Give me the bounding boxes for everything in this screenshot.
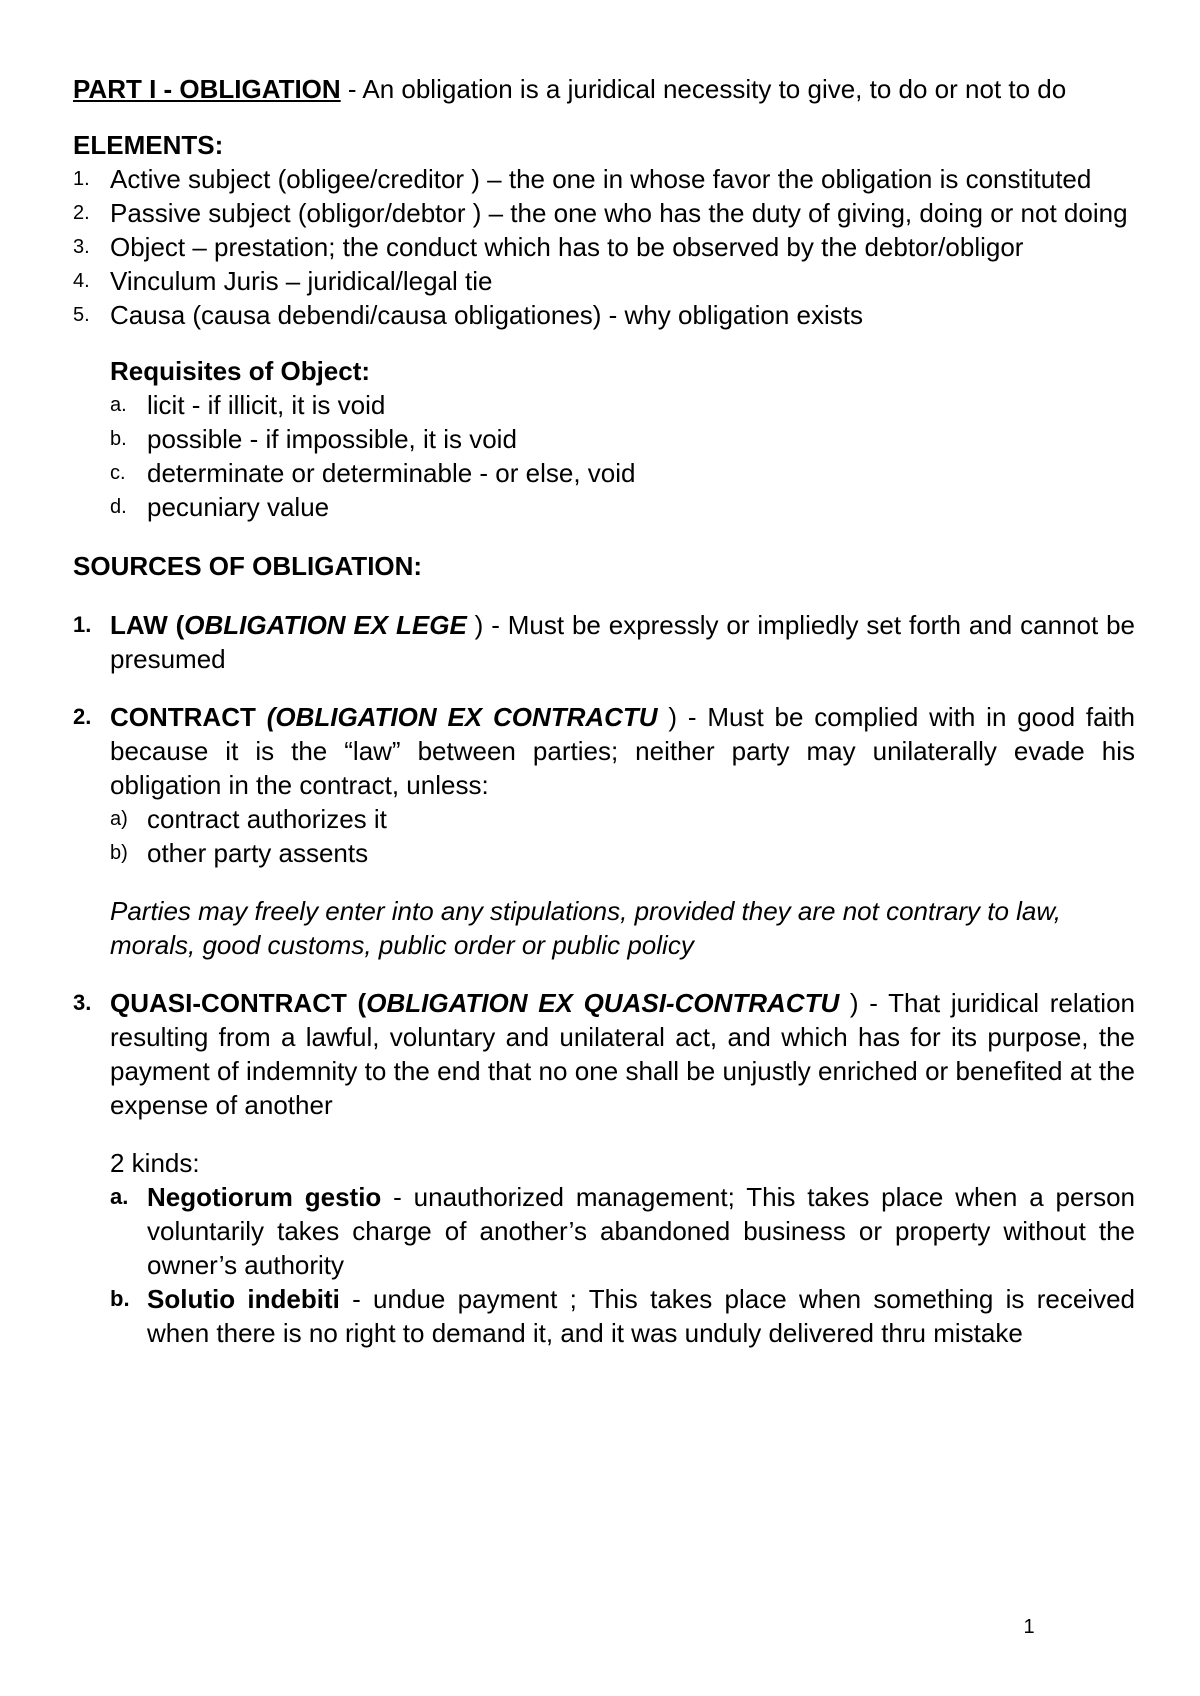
source-text: - Must be expressly or impliedly set forth and cannot be presumed bbox=[110, 610, 1135, 674]
source-close: ) bbox=[657, 702, 678, 732]
quasi-contract-kinds bbox=[110, 1180, 1135, 1350]
contract-note: Parties may freely enter into any stipulations, provided they are not contrary to law, morals, good customs, public order or public policy bbox=[110, 896, 1061, 960]
list-item bbox=[110, 1180, 1135, 1282]
list-text: licit - if illicit, it is void bbox=[147, 390, 386, 420]
list-text: possible - if impossible, it is void bbox=[147, 424, 517, 454]
document-body bbox=[73, 72, 1135, 1350]
list-number: 1. bbox=[73, 168, 90, 190]
kinds-label: 2 kinds: bbox=[110, 1148, 200, 1178]
requisites-heading: Requisites of Object: bbox=[110, 356, 371, 386]
contract-exceptions bbox=[110, 802, 1135, 870]
list-item bbox=[110, 1282, 1135, 1350]
source-label: QUASI-CONTRACT ( bbox=[110, 988, 367, 1018]
list-item bbox=[73, 230, 1135, 264]
source-text: - Must be complied with in good faith because it is the “law” between parties; neither party may unilaterally evade his obligation in the contract, unless: bbox=[110, 702, 1136, 800]
kind-term: Negotiorum gestio bbox=[147, 1182, 382, 1212]
list-number: 2. bbox=[73, 704, 92, 729]
source-contract bbox=[73, 700, 1135, 802]
list-text: Object – prestation; the conduct which has to be observed by the debtor/obligor bbox=[110, 232, 1024, 262]
list-item bbox=[110, 388, 1135, 422]
requisites-list bbox=[110, 388, 1135, 524]
sources-heading: SOURCES OF OBLIGATION: bbox=[73, 551, 423, 581]
source-text: - That juridical relation resulting from a lawful, voluntary and unilateral act, and which has for its purpose, the payment of indemnity to the end that no one shall be unjustly enriched or benefited at the expense of another bbox=[110, 988, 1135, 1120]
list-number: 5. bbox=[73, 304, 90, 326]
list-number: 4. bbox=[73, 270, 90, 292]
source-latin: (OBLIGATION EX CONTRACTU bbox=[266, 702, 658, 732]
list-text: contract authorizes it bbox=[147, 804, 387, 834]
kind-term: Solutio indebiti bbox=[147, 1284, 340, 1314]
kind-text: - unauthorized management; This takes place when a person voluntarily takes charge of another’s abandoned business or property without the owner’s authority bbox=[147, 1182, 1136, 1280]
source-latin: OBLIGATION EX LEGE bbox=[184, 610, 467, 640]
list-text: pecuniary value bbox=[147, 492, 330, 522]
list-letter: a. bbox=[110, 394, 127, 416]
page-number: 1 bbox=[1023, 1616, 1035, 1638]
source-close: ) bbox=[466, 610, 484, 640]
list-item bbox=[110, 836, 1135, 870]
source-label: LAW ( bbox=[110, 610, 185, 640]
list-item bbox=[73, 162, 1135, 196]
list-letter: a) bbox=[110, 808, 128, 830]
list-number: 3. bbox=[73, 236, 90, 258]
list-item bbox=[110, 456, 1135, 490]
list-letter: d. bbox=[110, 496, 127, 518]
source-latin: OBLIGATION EX QUASI-CONTRACTU bbox=[366, 988, 840, 1018]
list-item bbox=[110, 422, 1135, 456]
obligation-definition: - An obligation is a juridical necessity to give, to do or not to do bbox=[340, 74, 1067, 104]
list-item bbox=[73, 196, 1135, 230]
list-text: Vinculum Juris – juridical/legal tie bbox=[110, 266, 493, 296]
list-number: 1. bbox=[73, 612, 92, 637]
part-title: PART I - OBLIGATION bbox=[73, 74, 341, 104]
list-text: Passive subject (obligor/debtor ) – the one who has the duty of giving, doing or not doing bbox=[110, 198, 1128, 228]
list-item bbox=[110, 802, 1135, 836]
list-letter: b. bbox=[110, 428, 127, 450]
source-label: CONTRACT bbox=[110, 702, 267, 732]
source-quasi-contract bbox=[73, 986, 1135, 1122]
elements-heading: ELEMENTS: bbox=[73, 130, 224, 160]
list-item bbox=[73, 264, 1135, 298]
elements-list bbox=[73, 162, 1135, 332]
list-letter: b. bbox=[110, 1286, 130, 1311]
list-text: determinate or determinable - or else, void bbox=[147, 458, 636, 488]
part-title-line bbox=[73, 72, 1135, 106]
list-letter: a. bbox=[110, 1184, 129, 1209]
list-letter: c. bbox=[110, 462, 126, 484]
list-text: other party assents bbox=[147, 838, 369, 868]
sources-list bbox=[73, 608, 1135, 1350]
list-text: Active subject (obligee/creditor ) – the one in whose favor the obligation is constituted bbox=[110, 164, 1092, 194]
source-law bbox=[73, 608, 1135, 676]
requisites-section bbox=[110, 354, 1135, 524]
list-text: Causa (causa debendi/causa obligationes) - why obligation exists bbox=[110, 300, 863, 330]
list-item bbox=[73, 298, 1135, 332]
list-letter: b) bbox=[110, 842, 128, 864]
kind-text: - undue payment ; This takes place when something is received when there is no right to demand it, and it was unduly delivered thru mistake bbox=[147, 1284, 1135, 1348]
list-number: 3. bbox=[73, 990, 92, 1015]
source-close: ) bbox=[839, 988, 859, 1018]
list-number: 2. bbox=[73, 202, 90, 224]
list-item bbox=[110, 490, 1135, 524]
